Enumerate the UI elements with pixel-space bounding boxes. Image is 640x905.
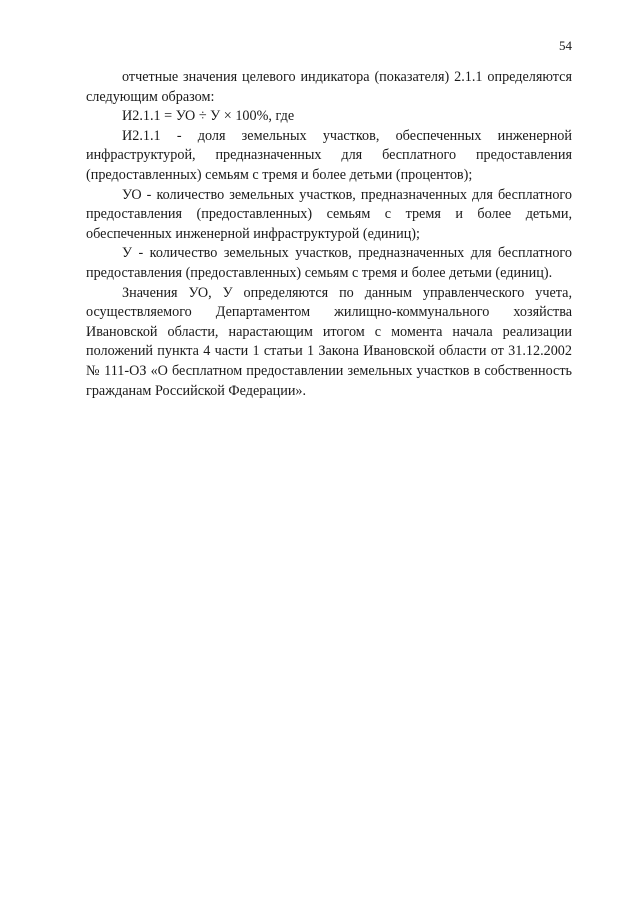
paragraph-formula: И2.1.1 = УО ÷ У × 100%, где: [122, 108, 295, 125]
paragraph-indicator-intro: отчетные значения целевого индикатора (показателя) 2.1.1 определяются следующим образом:: [86, 69, 572, 105]
document-body: [86, 68, 572, 401]
paragraph-definition-uo: УО - количество земельных участков, предназначенных для бесплатного предоставления (предоставленных) семьям с тремя и более детьми, обеспеченных инженерной инфраструктурой (единиц);: [86, 186, 572, 242]
paragraph-data-source: Значения УО, У определяются по данным управленческого учета, осуществляемого Департаментом жилищно-коммунального хозяйства Ивановской области, нарастающим итогом с момента начала реализации положений пункта 4 части 1 статьи 1 Закона Ивановской области от 31.12.2002 № 111-ОЗ «О бесплатном предоставлении земельных участков в собственность гражданам Российской Федерации».: [86, 284, 572, 399]
paragraph-definition-i211: И2.1.1 - доля земельных участков, обеспеченных инженерной инфраструктурой, предназначенных для бесплатного предоставления (предоставленных) семьям с тремя и более детьми (процентов);: [86, 127, 572, 183]
page-number: 54: [559, 38, 572, 53]
paragraph-definition-u: У - количество земельных участков, предназначенных для бесплатного предоставления (предоставленных) семьям с тремя и более детьми (единиц).: [86, 245, 572, 281]
